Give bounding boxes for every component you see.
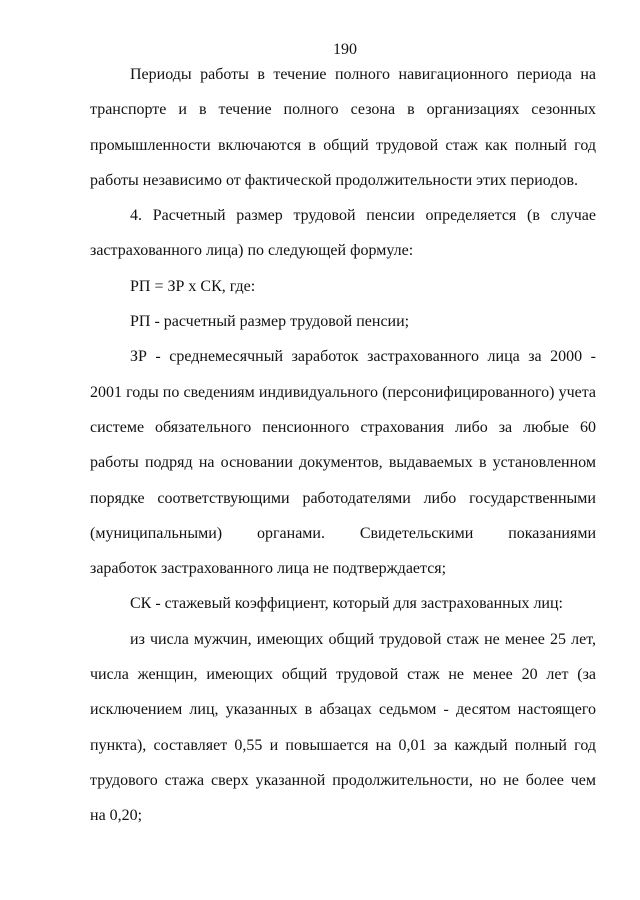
text-line: трудового стажа сверх указанной продолжительности, но не более чем (90, 771, 596, 789)
text-line: (муниципальными) органами. Свидетельскими показаниями (90, 524, 596, 542)
text-line: работы независимо от фактической продолжительности этих периодов. (90, 171, 579, 189)
text-line: Периоды работы в течение полного навигационного периода на (130, 66, 596, 83)
text-line: порядке соответствующими работодателями либо государственными (90, 489, 596, 507)
text-line: 2001 годы по сведениям индивидуального (персонифицированного) учета (90, 383, 596, 401)
text-line: на 0,20; (90, 807, 143, 825)
text-line: заработок застрахованного лица не подтверждается; (90, 560, 447, 578)
text-line: РП = ЗР х СК, где: (130, 277, 256, 295)
text-line: числа женщин, имеющих общий трудовой стаж не менее 20 лет (за (90, 666, 596, 684)
text-line: РП - расчетный размер трудовой пенсии; (130, 313, 410, 331)
text-line: пункта), составляет 0,55 и повышается на 0,01 за каждый полный год (90, 736, 596, 754)
text-line: СК - стажевый коэффициент, который для застрахованных лиц: (130, 595, 563, 613)
text-line: 4. Расчетный размер трудовой пенсии определяется (в случае (130, 207, 596, 225)
text-line: системе обязательного пенсионного страхования либо за любые 60 (90, 418, 596, 436)
text-line: промышленности включаются в общий трудовой стаж как полный год (90, 136, 596, 154)
text-line: исключением лиц, указанных в абзацах седьмом - десятом настоящего (90, 701, 596, 719)
text-line: застрахованного лица) по следующей формуле: (90, 242, 414, 260)
text-line: из числа мужчин, имеющих общий трудовой стаж не менее 25 лет, (130, 630, 596, 648)
text-line: ЗР - среднемесячный заработок застрахованного лица за 2000 - (130, 348, 596, 366)
document-body (90, 57, 596, 834)
text-line: работы подряд на основании документов, выдаваемых в установленном (90, 454, 596, 472)
text-line: транспорте и в течение полного сезона в организациях сезонных (90, 101, 596, 119)
page-number: 190 (333, 41, 357, 58)
